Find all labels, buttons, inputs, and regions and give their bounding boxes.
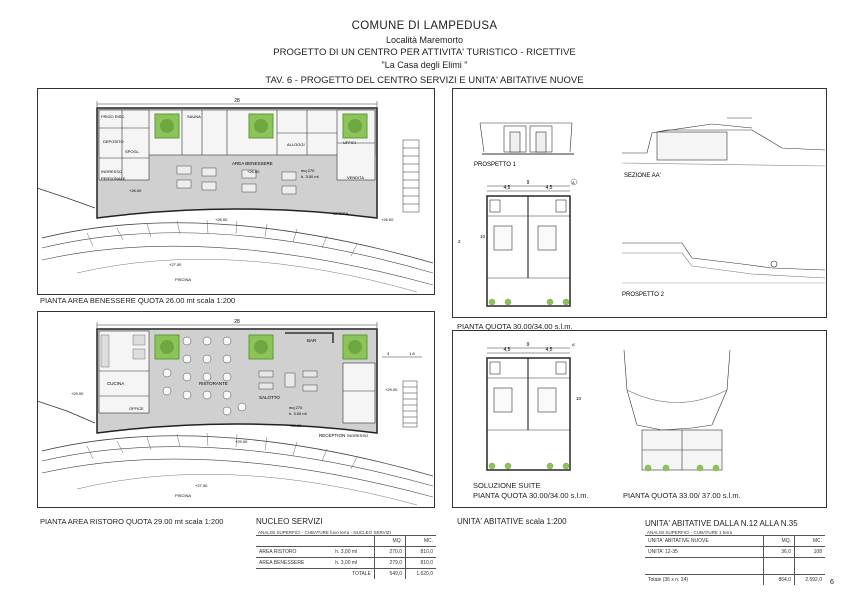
nucleo-total-mq: 549,0 <box>375 569 406 580</box>
label-sezione: SEZIONE AA' <box>624 173 661 179</box>
nucleo-row2-mq: 279,0 <box>375 558 406 569</box>
room-vendita: VENDITA <box>347 175 365 180</box>
project-name: "La Casa degli Elimi " <box>381 60 468 70</box>
table-row <box>645 547 825 558</box>
label-soluzione-suite: SOLUZIONE SUITE <box>473 481 541 490</box>
room-h: h. 3.00 ml <box>301 174 319 179</box>
nucleo-row2-h: h. 3,00 ml <box>332 558 374 569</box>
marker-a: A <box>572 180 575 185</box>
room-piscina: PISCINA <box>175 277 192 282</box>
nucleo-subtitle: ANALISI SUPERFICI - CUBATURE fuori terra - NUCLEO SERVIZI <box>258 530 391 535</box>
nucleo-table <box>256 535 436 579</box>
level-1: +26.00 <box>129 188 142 193</box>
dim-side-a: 10 <box>480 234 486 239</box>
table-row <box>256 558 436 569</box>
marker-2: 2 <box>458 239 461 244</box>
room-salotto: SALOTTO <box>259 395 280 400</box>
table-row <box>645 575 825 586</box>
project-title: PROGETTO DI UN CENTRO PER ATTIVITA' TURISTICO - RICETTIVE <box>273 47 576 58</box>
nucleo-col-mq: MQ. <box>375 536 406 547</box>
room-office: OFFICE <box>129 406 144 411</box>
level-b2: +29.00 <box>235 439 248 444</box>
dim-total-b: 9 <box>526 342 530 348</box>
room-attesa: ATTESA <box>333 211 349 216</box>
level-b1: +29.00 <box>71 391 84 396</box>
level-4: +26.00 <box>381 217 394 222</box>
units-lower-drawings <box>452 330 825 506</box>
unita-total-label: Totale (36 x n. 24) <box>645 575 764 586</box>
plan-area-benessere <box>37 88 433 293</box>
level-b4: +29.00 <box>385 387 398 392</box>
plan-bottom-dimension: 28 <box>234 319 240 325</box>
unit-caption: UNITA' ABITATIVE scala 1:200 <box>457 517 567 526</box>
room-sauna: SAUNA <box>187 114 201 119</box>
room-piscina-b: PISCINA <box>175 493 192 498</box>
room-uffici: UFFICI <box>343 140 356 145</box>
sheet-title: TAV. 6 - PROGETTO DEL CENTRO SERVIZI E UNITA' ABITATIVE NUOVE <box>265 75 584 86</box>
room-frigo: FRIGO RISC. <box>101 114 126 119</box>
room-ingresso: INGRESSO <box>101 169 123 174</box>
unita-row-label: UNITA' 12-35 <box>645 547 764 558</box>
unita-table <box>645 535 825 585</box>
plan-top-caption: PIANTA AREA BENESSERE QUOTA 26.00 mt scala 1:200 <box>40 296 236 305</box>
unita-total-mc: 2.592,0 <box>795 575 826 586</box>
municipality-title: COMUNE DI LAMPEDUSA <box>351 20 498 32</box>
locality-label: Località Maremorto <box>385 35 464 45</box>
room-ristorante: RISTORANTE <box>199 381 228 386</box>
unita-total-mq: 864,0 <box>764 575 795 586</box>
nucleo-total-label: TOTALE <box>332 569 374 580</box>
room-bar: BAR <box>307 338 317 343</box>
nucleo-col-mc: MC. <box>406 536 437 547</box>
room-area-benessere: AREA BENESSERE <box>232 161 273 166</box>
label-pianta-3: PIANTA QUOTA 33.00/ 37.00 s.l.m. <box>623 491 741 500</box>
room-reception: RECEPTION <box>319 433 346 438</box>
unita-row-mc: 108 <box>795 547 826 558</box>
unita-row-mq: 36,0 <box>764 547 795 558</box>
units-upper-drawings <box>452 88 825 316</box>
label-prospetto-2: PROSPETTO 2 <box>622 292 664 298</box>
dim-total-a: 9 <box>526 180 530 186</box>
stair-dim-a: 3 <box>387 351 390 356</box>
room-mq: mq 270 <box>301 168 315 173</box>
nucleo-row2-mc: 810,0 <box>406 558 437 569</box>
stair-dim-b: 1.8 <box>409 351 415 356</box>
nucleo-row1-h: h. 3,00 ml <box>332 547 374 558</box>
room-mq-b: mq 270 <box>289 405 303 410</box>
room-deposito: DEPOSITO <box>103 139 124 144</box>
nucleo-row2-label: AREA BENESSERE <box>256 558 332 569</box>
nucleo-total-mc: 1.620,0 <box>406 569 437 580</box>
level-b3: +29.00 <box>289 423 302 428</box>
nucleo-row1-mq: 270,0 <box>375 547 406 558</box>
label-pianta-1: PIANTA QUOTA 30.00/34.00 s.l.m. <box>457 322 573 331</box>
level-5: +27.00 <box>169 262 182 267</box>
level-b5: +27.00 <box>195 483 208 488</box>
nucleo-row1-label: AREA RISTORO <box>256 547 332 558</box>
plan-bottom-caption: PIANTA AREA RISTORO QUOTA 29.00 mt scala 1:200 <box>40 517 224 526</box>
room-h-b: h. 3.00 ml <box>289 411 307 416</box>
table-row <box>256 547 436 558</box>
unita-col-mc: MC. <box>795 536 826 547</box>
unita-col-mq: MQ. <box>764 536 795 547</box>
unita-subtitle: ANALISI SUPERFICI - CUBATURE 1 terra <box>647 530 733 535</box>
dim-side-b: 10 <box>576 396 582 401</box>
nucleo-row1-mc: 810,0 <box>406 547 437 558</box>
level-2: +26.00 <box>247 169 260 174</box>
page-number: 6 <box>830 579 834 586</box>
room-personale: PERSONALE <box>101 176 126 181</box>
plan-area-ristoro <box>37 311 433 506</box>
room-alloggi: ALLOGGI <box>287 142 305 147</box>
table-row <box>256 569 436 580</box>
level-3: +26.00 <box>215 217 228 222</box>
table-row <box>645 558 825 575</box>
marker-a-prime: A' <box>572 342 576 347</box>
dim-half-b1: 4,5 <box>503 347 511 353</box>
dim-half-a2: 4,5 <box>545 185 553 191</box>
dim-half-b2: 4,5 <box>545 347 553 353</box>
unita-header-label: UNITA' ABITATIVE NUOVE <box>645 536 764 547</box>
dim-half-a1: 4,5 <box>503 185 511 191</box>
label-prospetto-1: PROSPETTO 1 <box>474 162 516 168</box>
room-cucina: CUCINA <box>107 381 125 386</box>
unita-title: UNITA' ABITATIVE DALLA N.12 ALLA N.35 <box>645 519 798 528</box>
room-ingresso-b: INGRESSO <box>347 433 369 438</box>
plan-top-dimension: 28 <box>234 98 240 104</box>
room-spogl: SPOGL. <box>125 149 140 154</box>
nucleo-title: NUCLEO SERVIZI <box>256 517 323 526</box>
label-pianta-2: PIANTA QUOTA 30.00/34.00 s.l.m. <box>473 491 589 500</box>
